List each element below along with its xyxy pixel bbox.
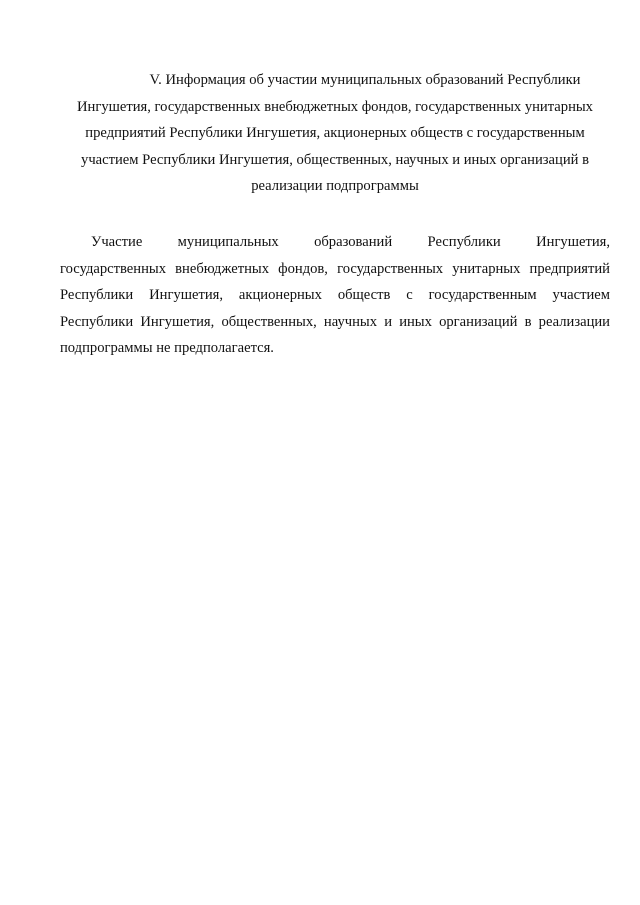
- section-paragraph: [60, 229, 610, 362]
- section-heading: [60, 67, 610, 200]
- paragraph-line: подпрограммы не предполагается.: [60, 340, 274, 356]
- paragraph-line: Республики Ингушетия, общественных, научных и иных организаций в реализации: [60, 313, 610, 330]
- section-heading-line: Ингушетия, государственных внебюджетных фондов, государственных унитарных: [77, 98, 593, 115]
- section-heading-line: участием Республики Ингушетия, общественных, научных и иных организаций в: [81, 151, 589, 168]
- paragraph-line: государственных внебюджетных фондов, государственных унитарных предприятий: [60, 260, 610, 277]
- section-heading-line: предприятий Республики Ингушетия, акционерных обществ с государственным: [85, 125, 585, 141]
- section-heading-line: реализации подпрограммы: [251, 178, 419, 194]
- paragraph-line: Республики Ингушетия, акционерных обществ с государственным участием: [60, 287, 610, 303]
- section-heading-line: V. Информация об участии муниципальных образований Республики: [149, 72, 581, 88]
- paragraph-line: Участие муниципальных образований Республики Ингушетия,: [91, 234, 610, 250]
